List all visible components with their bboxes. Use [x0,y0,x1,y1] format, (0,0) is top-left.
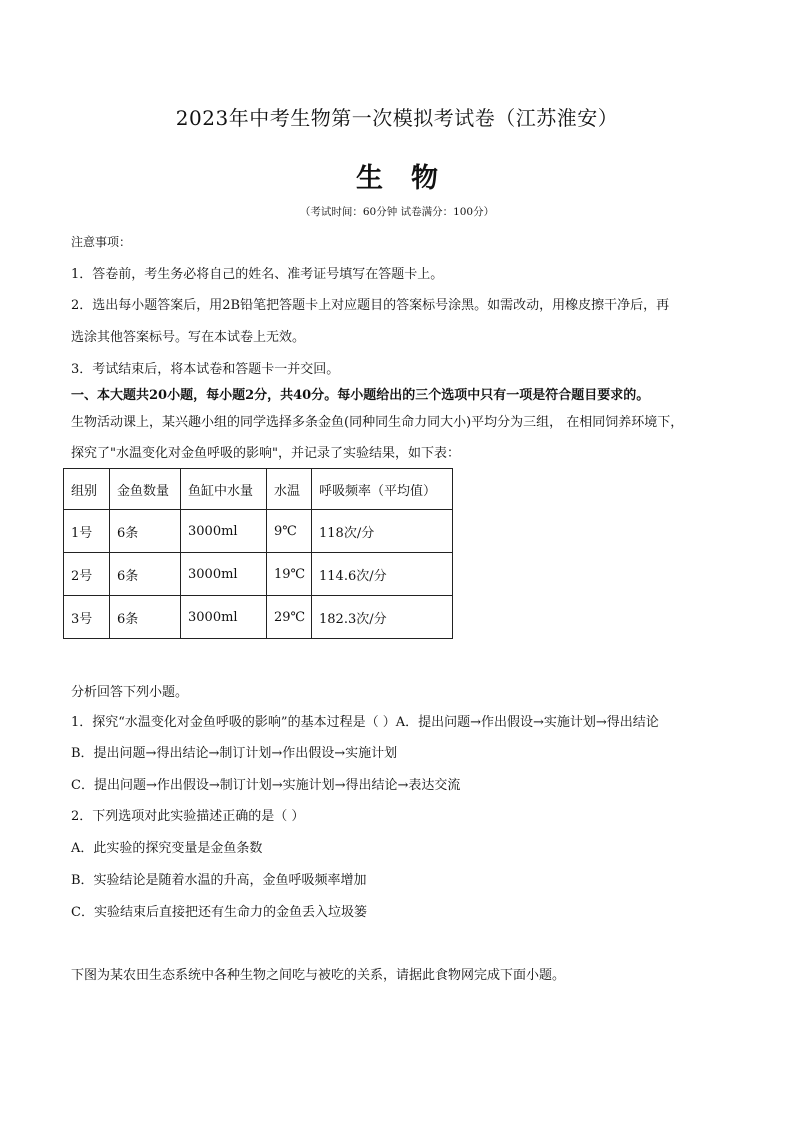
table-cell: 114.6次/分 [312,553,453,596]
question-line: C．实验结束后直接把还有生命力的金鱼丢入垃圾篓 [71,905,367,920]
table-row [64,596,453,639]
results-table [63,468,453,639]
table-cell: 2号 [64,553,110,596]
exam-title: 2023年中考生物第一次模拟考试卷（江苏淮安） [175,106,619,130]
exam-info: （考试时间：60分钟 试卷满分：100分） [299,206,495,218]
table-cell: 29℃ [267,596,312,639]
question-line: A．此实验的探究变量是金鱼条数 [71,841,263,856]
note-item: 选涂其他答案标号。写在本试卷上无效。 [71,330,306,345]
table-cell: 6条 [110,510,181,553]
table-cell: 19℃ [267,553,312,596]
note-item: 3．考试结束后，将本试卷和答题卡一并交回。 [71,362,340,377]
note-item: 1．答卷前，考生务必将自己的姓名、准考证号填写在答题卡上。 [71,267,444,282]
table-row [64,510,453,553]
table-cell: 118次/分 [312,510,453,553]
table-header-cell: 鱼缸中水量 [181,469,267,510]
section-heading: 一、本大题共20小题，每小题2分，共40分。每小题给出的三个选项中只有一项是符合题目要求的。 [71,388,650,403]
notes-heading: 注意事项： [71,235,132,249]
note-item: 2．选出每小题答案后，用2B铅笔把答题卡上对应题目的答案标号涂黑。如需改动，用橡皮擦干净后，再 [71,298,670,313]
question-line: B．实验结论是随着水温的升高，金鱼呼吸频率增加 [71,873,367,888]
table-cell: 3000ml [181,553,267,596]
table-cell: 9℃ [267,510,312,553]
food-web-intro: 下图为某农田生态系统中各种生物之间吃与被吃的关系，请据此食物网完成下面小题。 [71,968,566,983]
question-line: 2．下列选项对此实验描述正确的是（ ） [71,809,305,824]
table-cell: 3号 [64,596,110,639]
table-header-cell: 水温 [267,469,312,510]
table-header-cell: 组别 [64,469,110,510]
table-cell: 6条 [110,596,181,639]
subject-title: 生物 [356,163,466,194]
question-line: 1．探究“水温变化对金鱼呼吸的影响”的基本过程是（ ）A．提出问题→作出假设→实施计划→得出结论 [71,715,659,730]
section-intro: 探究了"水温变化对金鱼呼吸的影响"，并记录了实验结果，如下表： [71,446,460,461]
question-line: B．提出问题→得出结论→制订计划→作出假设→实施计划 [71,746,398,761]
table-row [64,553,453,596]
table-cell: 1号 [64,510,110,553]
table-cell: 3000ml [181,510,267,553]
table-header-cell: 呼吸频率（平均值） [312,469,453,510]
table-cell: 182.3次/分 [312,596,453,639]
table-header-row [64,469,453,510]
table-cell: 3000ml [181,596,267,639]
question-line: C．提出问题→作出假设→制订计划→实施计划→得出结论→表达交流 [71,778,461,793]
table-header-cell: 金鱼数量 [110,469,181,510]
questions-lead: 分析回答下列小题。 [71,685,189,700]
section-intro: 生物活动课上，某兴趣小组的同学选择多条金鱼(同种同生命力同大小)平均分为三组， 在相同饲养环境下， [71,415,684,430]
table-cell: 6条 [110,553,181,596]
